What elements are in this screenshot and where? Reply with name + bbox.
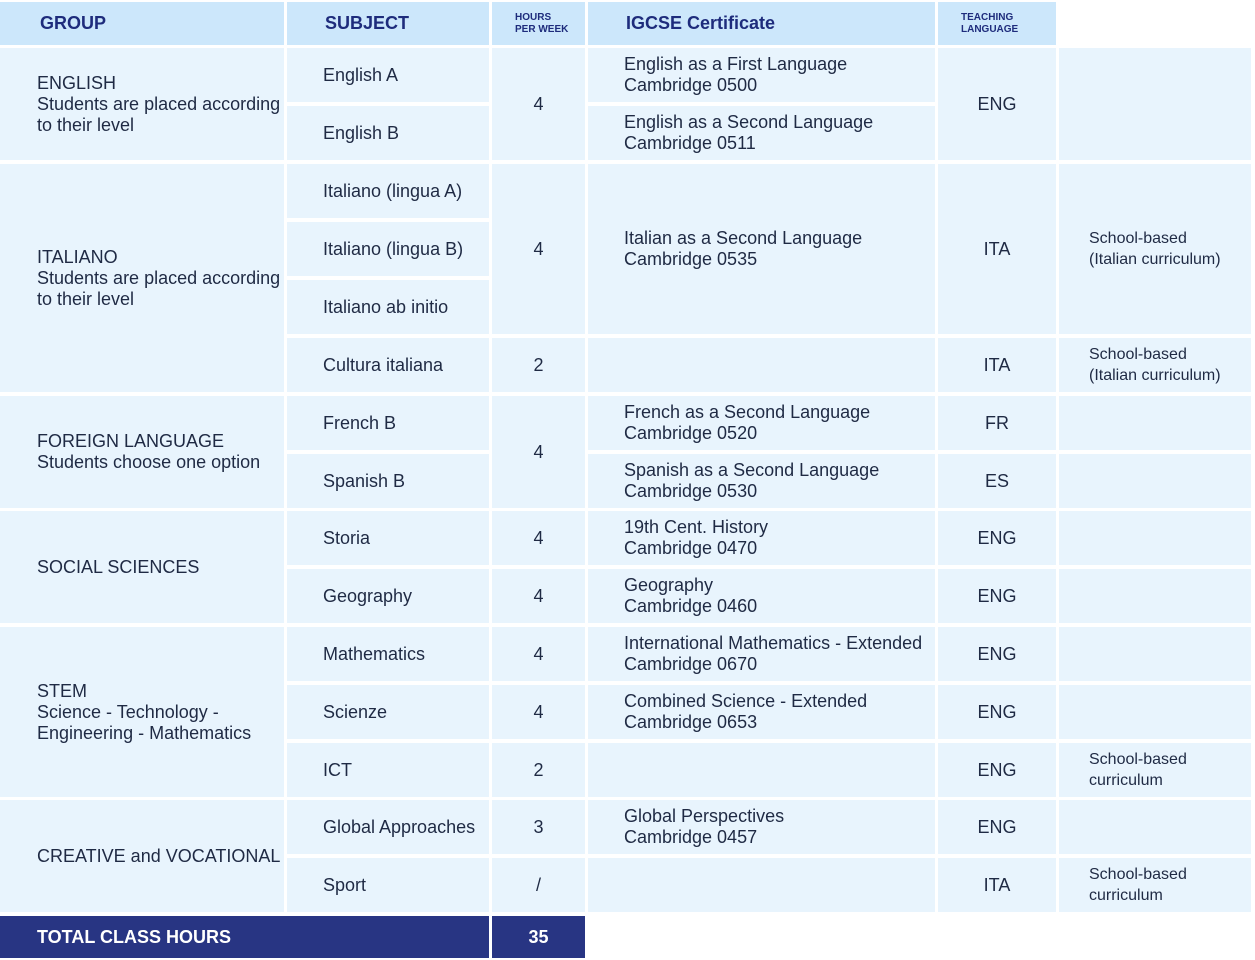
subject-cell	[287, 222, 489, 276]
subject-label: Scienze	[323, 701, 388, 722]
notes-cell	[1059, 164, 1251, 334]
hours-cell	[492, 627, 585, 681]
header-group	[0, 2, 284, 45]
subject-label: ICT	[323, 759, 352, 780]
hours-cell	[492, 858, 585, 912]
subject-cell	[287, 511, 489, 565]
teaching-value: ITA	[983, 354, 1011, 375]
hours-cell	[492, 164, 585, 334]
igcse-cell	[588, 454, 935, 508]
notes-cell-empty	[1059, 396, 1251, 450]
igcse-cell	[588, 685, 935, 739]
teaching-value: ENG	[977, 93, 1017, 114]
subject-cell	[287, 48, 489, 102]
subject-cell	[287, 338, 489, 392]
header-hours-label: HOURS PER WEEK	[515, 11, 569, 35]
teaching-cell	[938, 800, 1056, 854]
teaching-cell	[938, 685, 1056, 739]
subject-label: Geography	[323, 585, 413, 606]
hours-value: /	[535, 874, 541, 895]
teaching-cell	[938, 48, 1056, 160]
igcse-cell-empty	[588, 858, 935, 912]
hours-value: 4	[533, 93, 544, 114]
notes-cell-empty	[1059, 454, 1251, 508]
header-igcse-label: IGCSE Certificate	[626, 13, 776, 33]
teaching-value: ENG	[977, 701, 1017, 722]
total-label: TOTAL CLASS HOURS	[37, 926, 232, 947]
teaching-value: ES	[984, 470, 1009, 491]
subject-label: Cultura italiana	[323, 354, 444, 375]
teaching-cell	[938, 511, 1056, 565]
group-italiano-label: ITALIANO Students are placed according to their level	[37, 246, 281, 309]
igcse-value: 19th Cent. History Cambridge 0470	[624, 517, 769, 558]
group-stem-label: STEM Science - Technology - Engineering - Mathematics	[37, 680, 252, 743]
teaching-value: ENG	[977, 527, 1017, 548]
group-italiano	[0, 164, 284, 392]
group-stem	[0, 627, 284, 797]
hours-cell	[492, 338, 585, 392]
subject-cell	[287, 627, 489, 681]
notes-cell-empty	[1059, 511, 1251, 565]
hours-value: 4	[533, 643, 544, 664]
hours-value: 4	[533, 527, 544, 548]
subject-label: Global Approaches	[323, 816, 476, 837]
header-subject-label: SUBJECT	[325, 13, 410, 33]
igcse-value: International Mathematics - Extended Cambridge 0670	[624, 633, 923, 674]
total-value-cell	[492, 916, 585, 958]
hours-cell	[492, 743, 585, 797]
group-creative	[0, 800, 284, 912]
igcse-cell	[588, 396, 935, 450]
group-foreign-label: FOREIGN LANGUAGE Students choose one option	[37, 431, 261, 472]
subject-cell	[287, 743, 489, 797]
igcse-value: Spanish as a Second Language Cambridge 0530	[624, 460, 880, 501]
notes-cell-empty	[1059, 800, 1251, 854]
notes-value: School-based curriculum	[1089, 866, 1187, 904]
group-english-label: ENGLISH Students are placed according to their level	[37, 72, 281, 135]
igcse-value: English as a First Language Cambridge 0500	[624, 54, 848, 95]
hours-value: 2	[533, 354, 544, 375]
teaching-cell	[938, 569, 1056, 623]
teaching-cell	[938, 454, 1056, 508]
header-subject	[287, 2, 489, 45]
notes-cell-empty	[1059, 569, 1251, 623]
subject-cell	[287, 280, 489, 334]
teaching-value: ENG	[977, 816, 1017, 837]
teaching-value: ENG	[977, 759, 1017, 780]
hours-value: 4	[533, 701, 544, 722]
teaching-value: FR	[985, 412, 1009, 433]
subject-label: Italiano (lingua A)	[323, 180, 463, 201]
hours-value: 4	[533, 585, 544, 606]
teaching-cell	[938, 743, 1056, 797]
teaching-cell	[938, 396, 1056, 450]
header-teaching	[938, 2, 1056, 45]
hours-cell	[492, 800, 585, 854]
notes-cell	[1059, 338, 1251, 392]
igcse-cell	[588, 164, 935, 334]
subject-label: Spanish B	[323, 470, 406, 491]
hours-cell	[492, 48, 585, 160]
subject-cell	[287, 685, 489, 739]
hours-value: 3	[533, 816, 544, 837]
header-group-label: GROUP	[40, 13, 107, 33]
subject-label: Italiano ab initio	[323, 296, 449, 317]
igcse-cell	[588, 106, 935, 160]
subject-label: Italiano (lingua B)	[323, 238, 464, 259]
subject-cell	[287, 454, 489, 508]
header-hours	[492, 2, 585, 45]
total-label-cell	[0, 916, 489, 958]
notes-value: School-based (Italian curriculum)	[1089, 230, 1221, 268]
notes-cell-empty	[1059, 48, 1251, 160]
igcse-cell	[588, 627, 935, 681]
hours-cell	[492, 511, 585, 565]
subject-label: Storia	[323, 527, 371, 548]
group-foreign	[0, 396, 284, 508]
igcse-value: Italian as a Second Language Cambridge 0535	[624, 228, 863, 269]
igcse-cell-empty	[588, 743, 935, 797]
hours-value: 4	[533, 441, 544, 462]
subject-cell	[287, 106, 489, 160]
igcse-cell-empty	[588, 338, 935, 392]
teaching-cell	[938, 338, 1056, 392]
subject-label: French B	[323, 412, 397, 433]
igcse-cell	[588, 569, 935, 623]
subject-label: English B	[323, 122, 400, 143]
group-creative-label: CREATIVE and VOCATIONAL	[37, 845, 281, 866]
igcse-cell	[588, 800, 935, 854]
hours-cell	[492, 396, 585, 508]
notes-value: School-based (Italian curriculum)	[1089, 346, 1221, 384]
igcse-cell	[588, 48, 935, 102]
teaching-cell	[938, 627, 1056, 681]
hours-value: 4	[533, 238, 544, 259]
notes-cell-empty	[1059, 685, 1251, 739]
notes-cell	[1059, 743, 1251, 797]
teaching-value: ITA	[983, 874, 1011, 895]
group-english	[0, 48, 284, 160]
subject-cell	[287, 858, 489, 912]
igcse-value: Global Perspectives Cambridge 0457	[624, 806, 785, 847]
hours-cell	[492, 569, 585, 623]
notes-cell-empty	[1059, 627, 1251, 681]
teaching-cell	[938, 858, 1056, 912]
igcse-value: Combined Science - Extended Cambridge 0653	[624, 691, 868, 732]
subject-cell	[287, 569, 489, 623]
igcse-value: English as a Second Language Cambridge 0511	[624, 112, 874, 153]
subject-cell	[287, 800, 489, 854]
header-teaching-label: TEACHING LANGUAGE	[961, 11, 1019, 35]
subject-label: Mathematics	[323, 643, 426, 664]
subject-label: Sport	[323, 874, 367, 895]
igcse-cell	[588, 511, 935, 565]
hours-value: 2	[533, 759, 544, 780]
group-social-label: SOCIAL SCIENCES	[37, 556, 200, 577]
igcse-value: Geography Cambridge 0460	[624, 575, 758, 616]
teaching-value: ITA	[983, 238, 1011, 259]
notes-value: School-based curriculum	[1089, 751, 1187, 789]
header-igcse	[588, 2, 935, 45]
notes-cell	[1059, 858, 1251, 912]
teaching-value: ENG	[977, 585, 1017, 606]
total-value: 35	[528, 926, 549, 947]
subject-label: English A	[323, 64, 399, 85]
teaching-cell	[938, 164, 1056, 334]
hours-cell	[492, 685, 585, 739]
igcse-value: French as a Second Language Cambridge 0520	[624, 402, 871, 443]
subject-cell	[287, 164, 489, 218]
group-social	[0, 511, 284, 623]
teaching-value: ENG	[977, 643, 1017, 664]
subject-cell	[287, 396, 489, 450]
